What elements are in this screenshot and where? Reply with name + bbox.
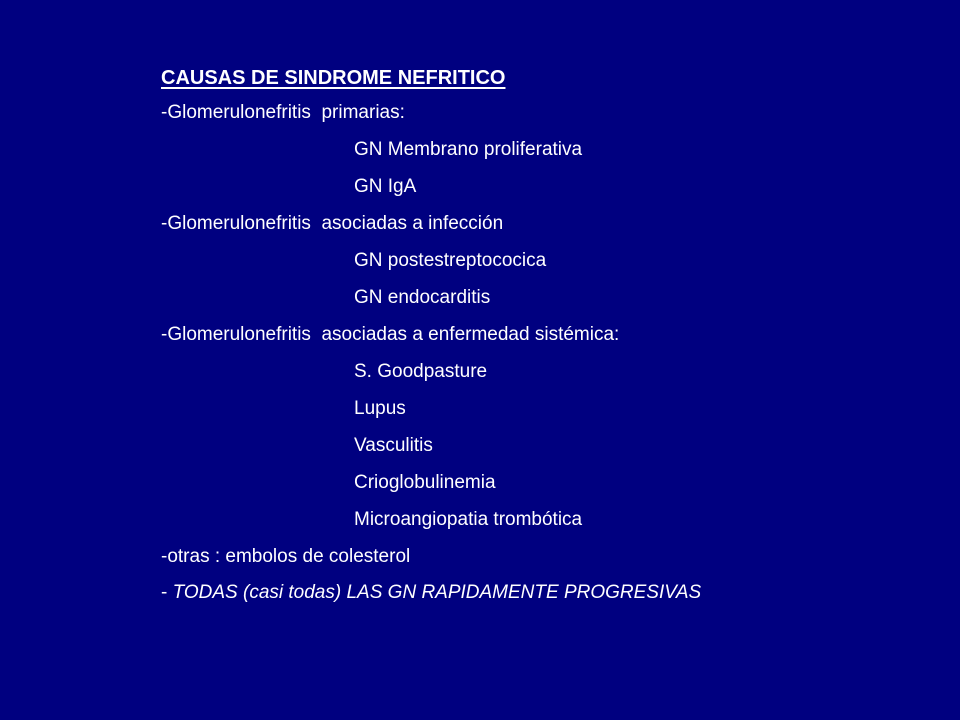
cause-item-vasculitis: Vasculitis — [354, 435, 433, 456]
cause-item-iga: GN IgA — [354, 176, 417, 197]
slide-content — [161, 66, 881, 602]
cause-item-endocarditis: GN endocarditis — [354, 287, 491, 308]
cause-item-membranoproliferative: GN Membrano proliferativa — [354, 139, 583, 160]
cause-item-goodpasture: S. Goodpasture — [354, 361, 488, 382]
cause-item-poststreptococcal: GN postestreptococica — [354, 250, 547, 271]
cause-group-other: -otras : embolos de colesterol — [161, 546, 411, 567]
cause-group-rapidly-progressive — [161, 583, 881, 602]
rapidly-progressive-prefix: - — [161, 582, 173, 603]
slide-title: CAUSAS DE SINDROME NEFRITICO — [161, 67, 506, 89]
cause-item-cryoglobulinemia: Crioglobulinemia — [354, 472, 496, 493]
cause-group-infection: -Glomerulonefritis asociadas a infección — [161, 213, 504, 234]
cause-group-systemic: -Glomerulonefritis asociadas a enfermedad sistémica: — [161, 324, 620, 345]
cause-group-primary: -Glomerulonefritis primarias: — [161, 102, 405, 123]
cause-item-lupus: Lupus — [354, 398, 406, 419]
cause-item-thrombotic-microangiopathy: Microangiopatia trombótica — [354, 509, 583, 530]
rapidly-progressive-text: TODAS (casi todas) LAS GN RAPIDAMENTE PROGRESIVAS — [172, 582, 702, 603]
